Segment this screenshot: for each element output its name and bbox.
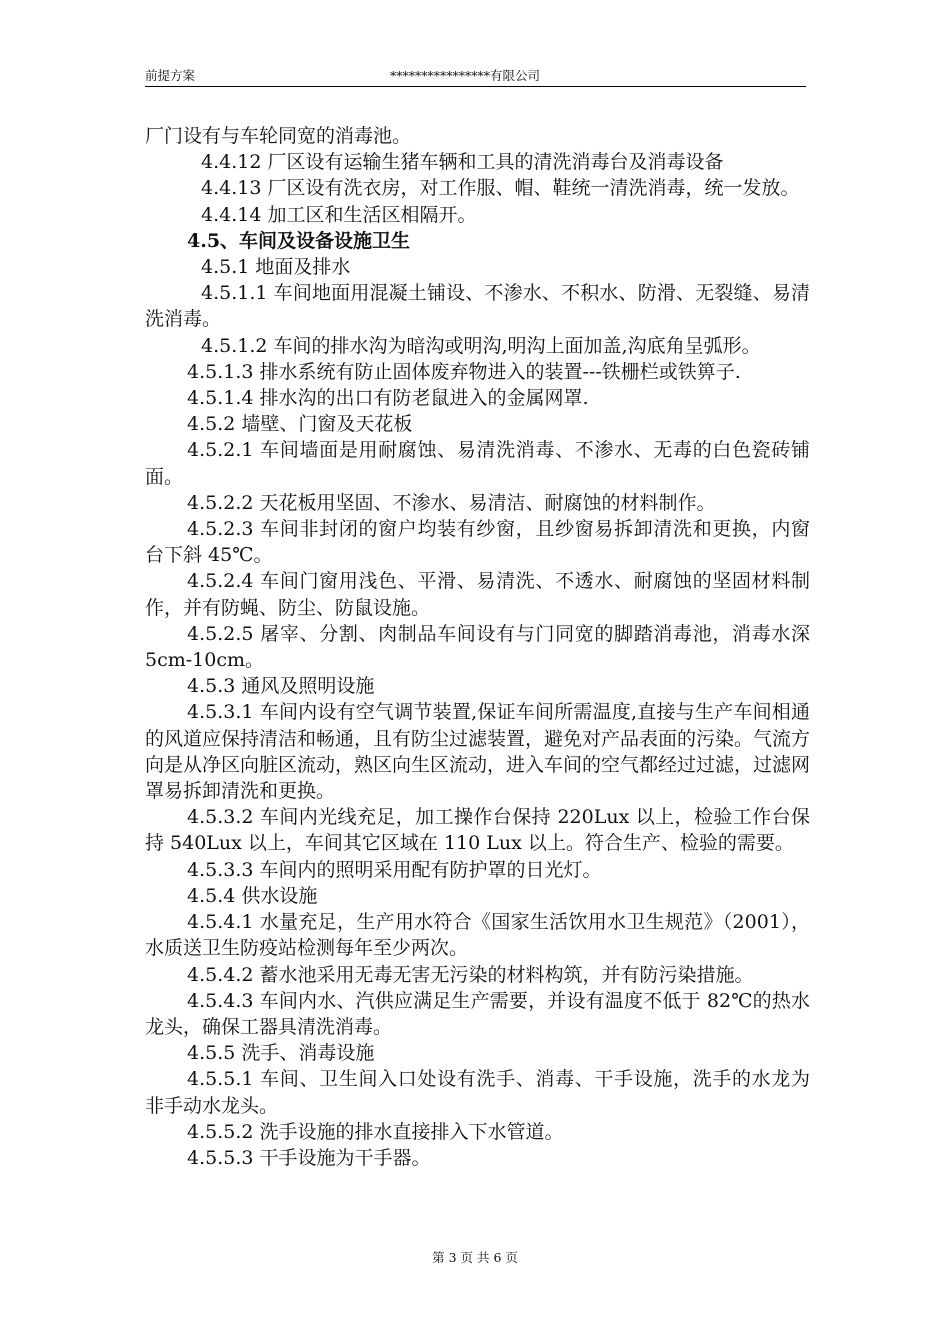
paragraph: 4.5.1.2 车间的排水沟为暗沟或明沟,明沟上面加盖,沟底角呈弧形。 <box>201 334 761 357</box>
paragraph: 4.4.13 厂区设有洗衣房，对工作服、帽、鞋统一清洗消毒，统一发放。 <box>201 177 800 200</box>
paragraph: 4.5.2.2 天花板用坚固、不渗水、易清洁、耐腐蚀的材料制作。 <box>187 491 716 514</box>
paragraph: 4.5.5.2 洗手设施的排水直接排入下水管道。 <box>187 1120 564 1143</box>
header-company-name: ****************有限公司 <box>390 68 541 83</box>
paragraph: 4.5.5.1 车间、卫生间入口处设有洗手、消毒、干手设施，洗手的水龙为非手动水龙头。 <box>145 1068 810 1117</box>
page-header <box>145 64 806 87</box>
paragraph: 4.4.14 加工区和生活区相隔开。 <box>201 203 477 226</box>
paragraph: 4.5.3.3 车间内的照明采用配有防护罩的日光灯。 <box>187 858 602 881</box>
paragraph: 4.5.1.3 排水系统有防止固体废弃物进入的装置---铁栅栏或铁箅子. <box>187 360 741 383</box>
paragraph: 4.5.3 通风及照明设施 <box>187 675 375 698</box>
page-footer <box>0 1248 950 1266</box>
paragraph: 4.5.4.1 水量充足，生产用水符合《国家生活饮用水卫生规范》（2001），水质送卫生防疫站检测每年至少两次。 <box>145 911 810 960</box>
paragraph: 4.5.5 洗手、消毒设施 <box>187 1042 375 1065</box>
paragraph: 4.4.12 厂区设有运输生猪车辆和工具的清洗消毒台及消毒设备 <box>201 151 724 174</box>
paragraph: 4.5.2.3 车间非封闭的窗户均装有纱窗，且纱窗易拆卸清洗和更换，内窗台下斜 45℃。 <box>145 518 810 567</box>
paragraph: 4.5.2 墙壁、门窗及天花板 <box>187 413 413 436</box>
paragraph: 4.5.3.1 车间内设有空气调节装置,保证车间所需温度,直接与生产车间相通的风道应保持清洁和畅通，且有防尘过滤装置，避免对产品表面的污染。气流方向是从净区向脏区流动，熟区向生区流动，进入车间的空气都经过过滤，过滤网罩易拆卸清洗和更换。 <box>145 701 811 803</box>
paragraph: 4.5.5.3 干手设施为干手器。 <box>187 1146 431 1169</box>
section-heading: 4.5、车间及设备设施卫生 <box>187 229 411 252</box>
paragraph: 4.5.3.2 车间内光线充足，加工操作台保持 220Lux 以上，检验工作台保持 540Lux 以上，车间其它区域在 110 Lux 以上。符合生产、检验的需要。 <box>145 806 810 855</box>
header-left-text: 前提方案 <box>145 68 196 83</box>
paragraph: 4.5.4.3 车间内水、汽供应满足生产需要，并设有温度不低于 82℃的热水龙头，确保工器具清洗消毒。 <box>145 989 810 1038</box>
paragraph: 4.5.1 地面及排水 <box>201 256 351 279</box>
page-number: 第 3 页 共 6 页 <box>432 1250 518 1265</box>
paragraph: 厂门设有与车轮同宽的消毒池。 <box>145 125 412 147</box>
paragraph: 4.5.4 供水设施 <box>187 884 318 907</box>
paragraph: 4.5.2.5 屠宰、分割、肉制品车间设有与门同宽的脚踏消毒池，消毒水深 5cm-10cm。 <box>145 622 810 672</box>
paragraph: 4.5.2.4 车间门窗用浅色、平滑、易清洗、不透水、耐腐蚀的坚固材料制作，并有防蝇、防尘、防鼠设施。 <box>145 570 810 619</box>
paragraph: 4.5.1.4 排水沟的出口有防老鼠进入的金属网罩. <box>187 387 589 410</box>
paragraph: 4.5.4.2 蓄水池采用无毒无害无污染的材料构筑，并有防污染措施。 <box>187 963 754 986</box>
paragraph: 4.5.1.1 车间地面用混凝土铺设、不渗水、不积水、防滑、无裂缝、易清洗消毒。 <box>145 282 810 331</box>
document-body <box>145 123 810 1171</box>
paragraph: 4.5.2.1 车间墙面是用耐腐蚀、易清洗消毒、不渗水、无毒的白色瓷砖铺面。 <box>145 439 810 488</box>
